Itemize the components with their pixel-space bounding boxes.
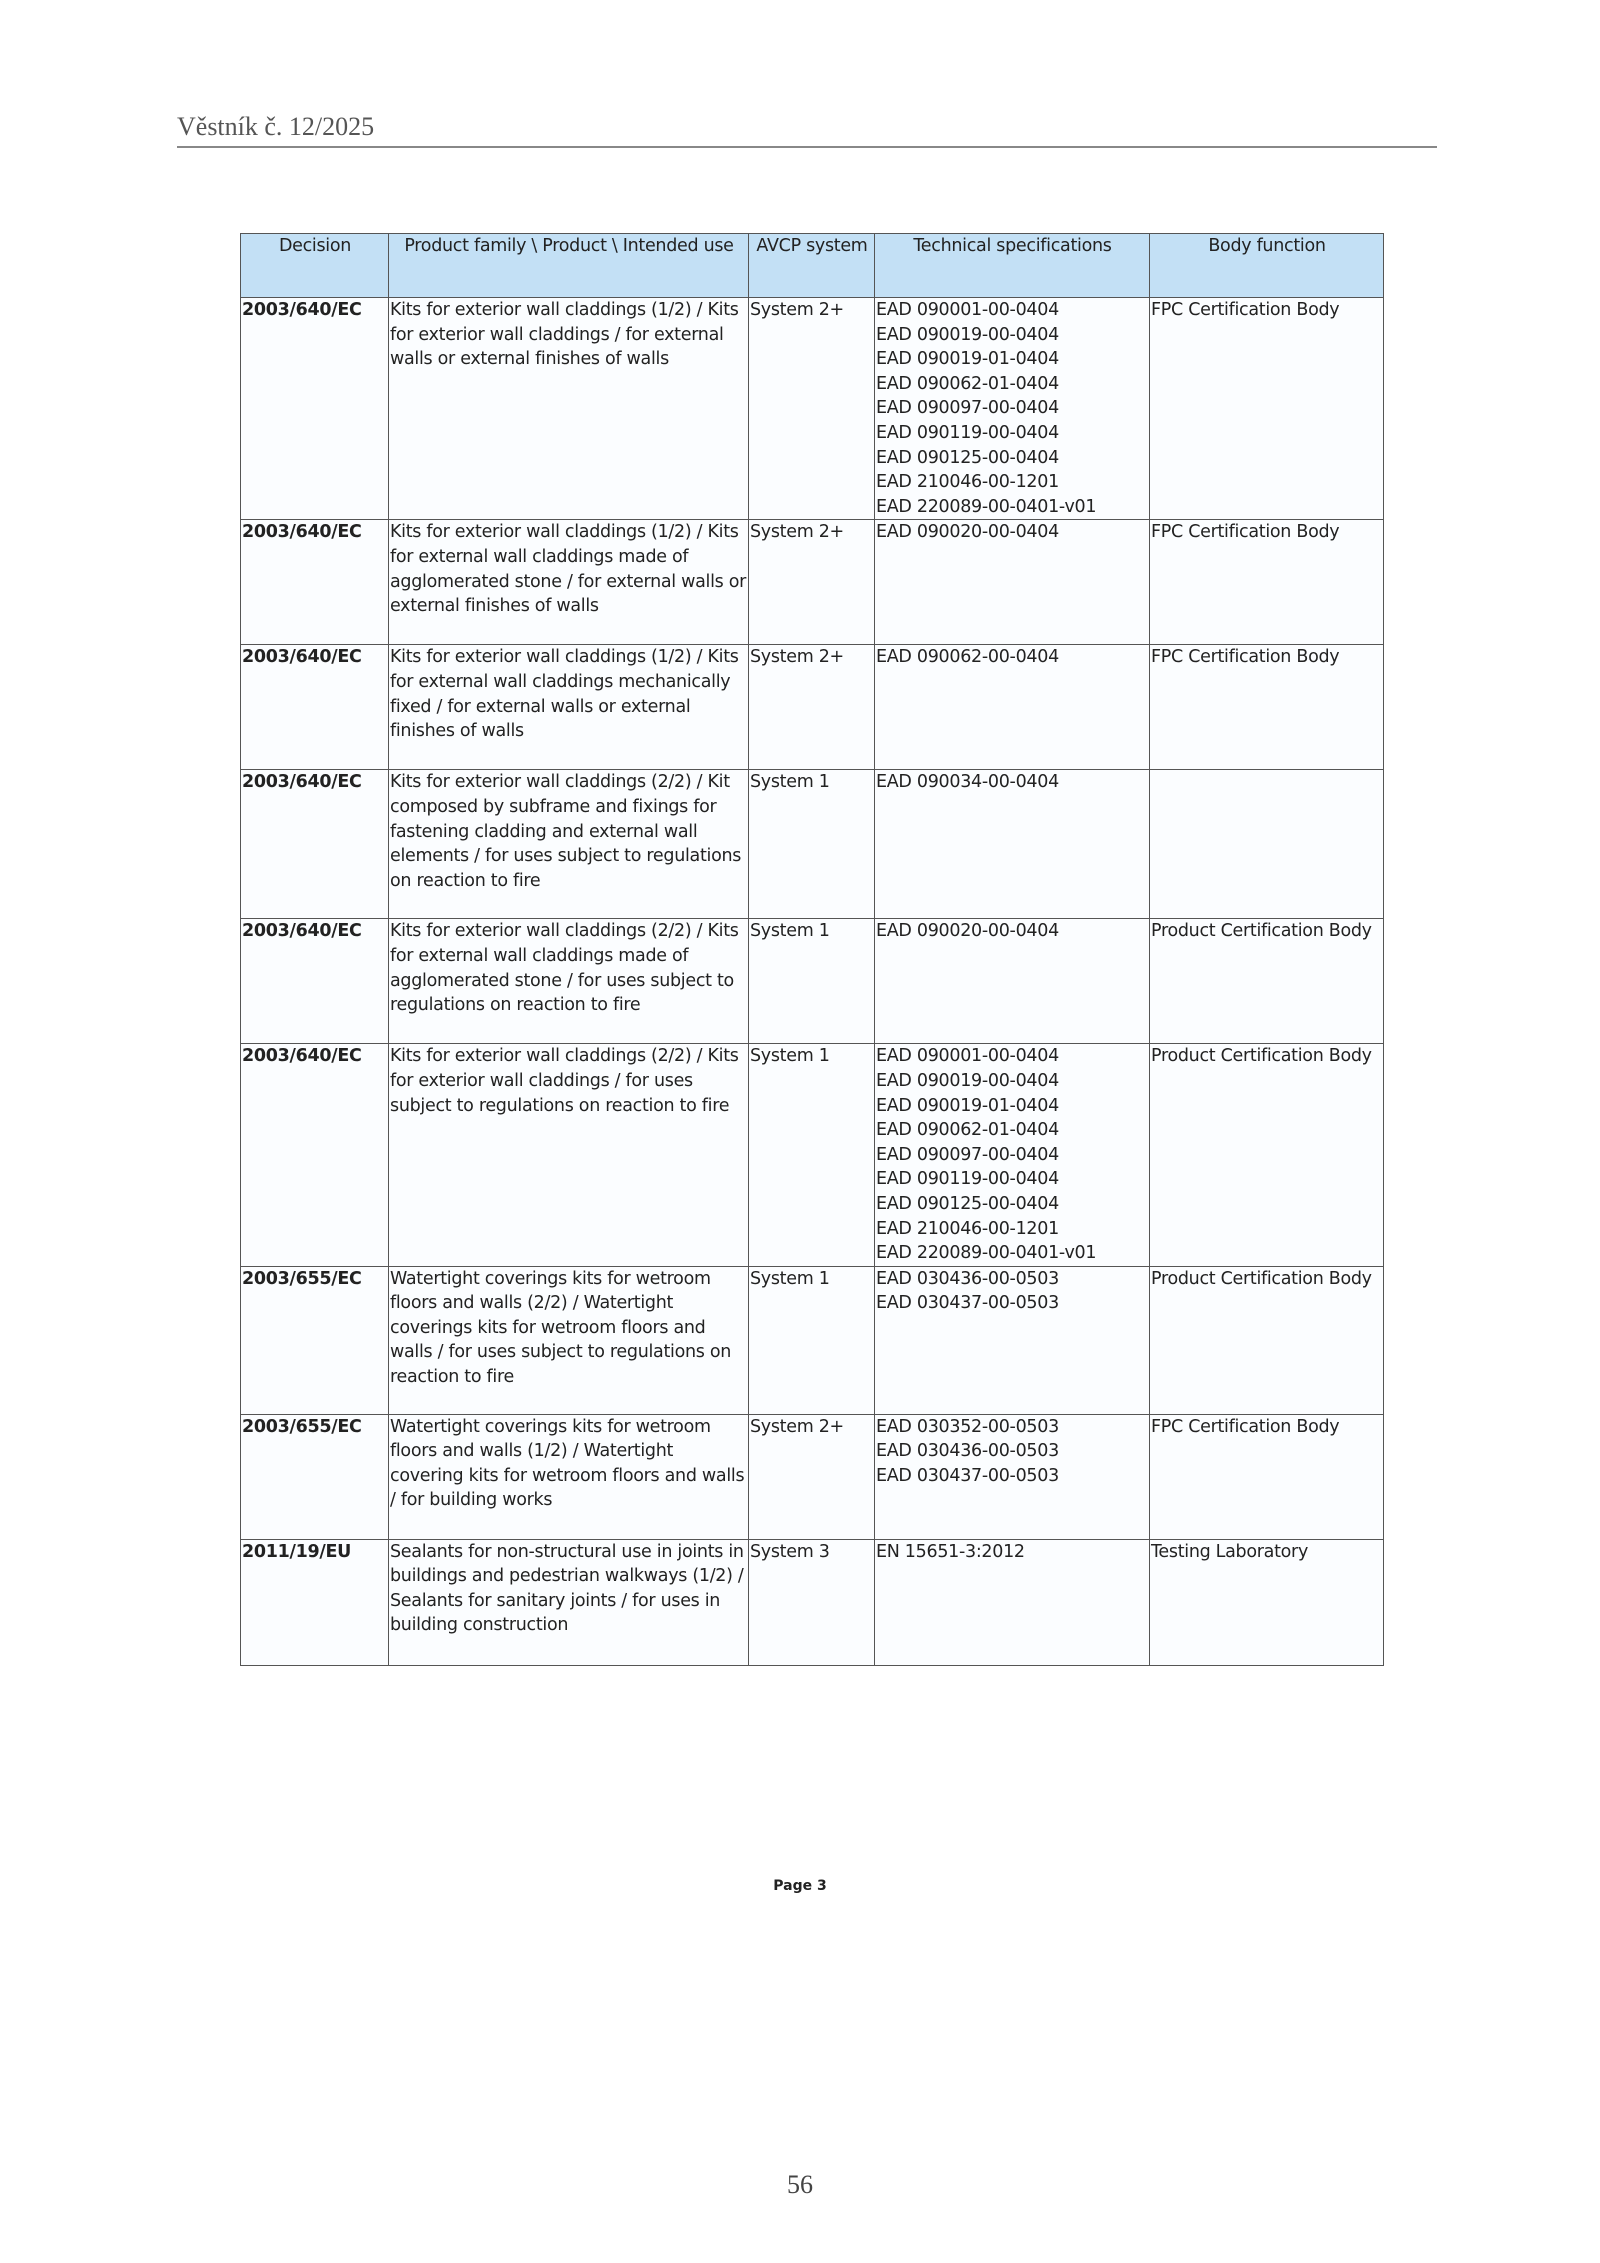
body-cell: FPC Certification Body [1150,298,1384,520]
decision-cell: 2003/640/EC [241,645,389,770]
table-row [241,770,1384,919]
specs-cell: EAD 090020-00-0404 [875,520,1150,645]
avcp-cell: System 1 [749,1044,875,1266]
product-cell: Kits for exterior wall claddings (1/2) / Kits for external wall claddings mechanically fixed / for external walls or external finishes of walls [389,645,749,770]
product-cell: Kits for exterior wall claddings (2/2) / Kits for exterior wall claddings / for uses subject to regulations on reaction to fire [389,1044,749,1266]
body-cell [1150,770,1384,919]
body-cell: Testing Laboratory [1150,1539,1384,1665]
table-row [241,919,1384,1044]
avcp-cell: System 1 [749,770,875,919]
col-header-body: Body function [1150,234,1384,298]
body-cell: Product Certification Body [1150,1266,1384,1414]
body-cell: Product Certification Body [1150,1044,1384,1266]
body-cell: FPC Certification Body [1150,645,1384,770]
body-cell: Product Certification Body [1150,919,1384,1044]
header-rule [177,146,1437,148]
body-cell: FPC Certification Body [1150,1414,1384,1539]
page-label: Page 3 [773,1878,827,1894]
decision-cell: 2011/19/EU [241,1539,389,1665]
decision-cell: 2003/640/EC [241,1044,389,1266]
decision-cell: 2003/640/EC [241,298,389,520]
body-cell: FPC Certification Body [1150,520,1384,645]
product-cell: Kits for exterior wall claddings (2/2) / Kits for external wall claddings made of agglomerated stone / for uses subject to regulations on reaction to fire [389,919,749,1044]
specs-cell: EAD 030436-00-0503 EAD 030437-00-0503 [875,1266,1150,1414]
specs-cell: EAD 090062-00-0404 [875,645,1150,770]
specs-cell: EAD 090001-00-0404 EAD 090019-00-0404 EAD 090019-01-0404 EAD 090062-01-0404 EAD 090097-00-0404 EAD 090119-00-0404 EAD 090125-00-0404 EAD 210046-00-1201 EAD 220089-00-0401-v01 [875,298,1150,520]
avcp-cell: System 1 [749,919,875,1044]
decision-cell: 2003/655/EC [241,1266,389,1414]
col-header-decision: Decision [241,234,389,298]
col-header-avcp: AVCP system [749,234,875,298]
specs-cell: EAD 090020-00-0404 [875,919,1150,1044]
col-header-specs: Technical specifications [875,234,1150,298]
product-cell: Kits for exterior wall claddings (2/2) / Kit composed by subframe and fixings for fastening cladding and external wall elements / for uses subject to regulations on reaction to fire [389,770,749,919]
specs-cell: EAD 090034-00-0404 [875,770,1150,919]
avcp-cell: System 2+ [749,520,875,645]
decision-cell: 2003/640/EC [241,520,389,645]
journal-header-title: Věstník č. 12/2025 [177,112,375,141]
avcp-cell: System 3 [749,1539,875,1665]
table-row [241,520,1384,645]
avcp-cell: System 2+ [749,298,875,520]
table-header-row [241,234,1384,298]
col-header-product: Product family \ Product \ Intended use [389,234,749,298]
specs-cell: EN 15651-3:2012 [875,1539,1150,1665]
decision-cell: 2003/640/EC [241,770,389,919]
certification-table [240,233,1384,1666]
decision-cell: 2003/640/EC [241,919,389,1044]
table-row [241,1266,1384,1414]
specs-cell: EAD 090001-00-0404 EAD 090019-00-0404 EAD 090019-01-0404 EAD 090062-01-0404 EAD 090097-00-0404 EAD 090119-00-0404 EAD 090125-00-0404 EAD 210046-00-1201 EAD 220089-00-0401-v01 [875,1044,1150,1266]
table-row [241,1414,1384,1539]
specs-cell: EAD 030352-00-0503 EAD 030436-00-0503 EAD 030437-00-0503 [875,1414,1150,1539]
table-row [241,1539,1384,1665]
product-cell: Watertight coverings kits for wetroom floors and walls (1/2) / Watertight covering kits for wetroom floors and walls / for building works [389,1414,749,1539]
page-number: 56 [787,2170,813,2199]
avcp-cell: System 2+ [749,645,875,770]
decision-cell: 2003/655/EC [241,1414,389,1539]
product-cell: Kits for exterior wall claddings (1/2) / Kits for exterior wall claddings / for external walls or external finishes of walls [389,298,749,520]
product-cell: Watertight coverings kits for wetroom floors and walls (2/2) / Watertight coverings kits for wetroom floors and walls / for uses subject to regulations on reaction to fire [389,1266,749,1414]
product-cell: Kits for exterior wall claddings (1/2) / Kits for external wall claddings made of agglomerated stone / for external walls or external finishes of walls [389,520,749,645]
table-row [241,1044,1384,1266]
table-row [241,298,1384,520]
avcp-cell: System 1 [749,1266,875,1414]
avcp-cell: System 2+ [749,1414,875,1539]
table-row [241,645,1384,770]
product-cell: Sealants for non-structural use in joints in buildings and pedestrian walkways (1/2) / Sealants for sanitary joints / for uses in building construction [389,1539,749,1665]
